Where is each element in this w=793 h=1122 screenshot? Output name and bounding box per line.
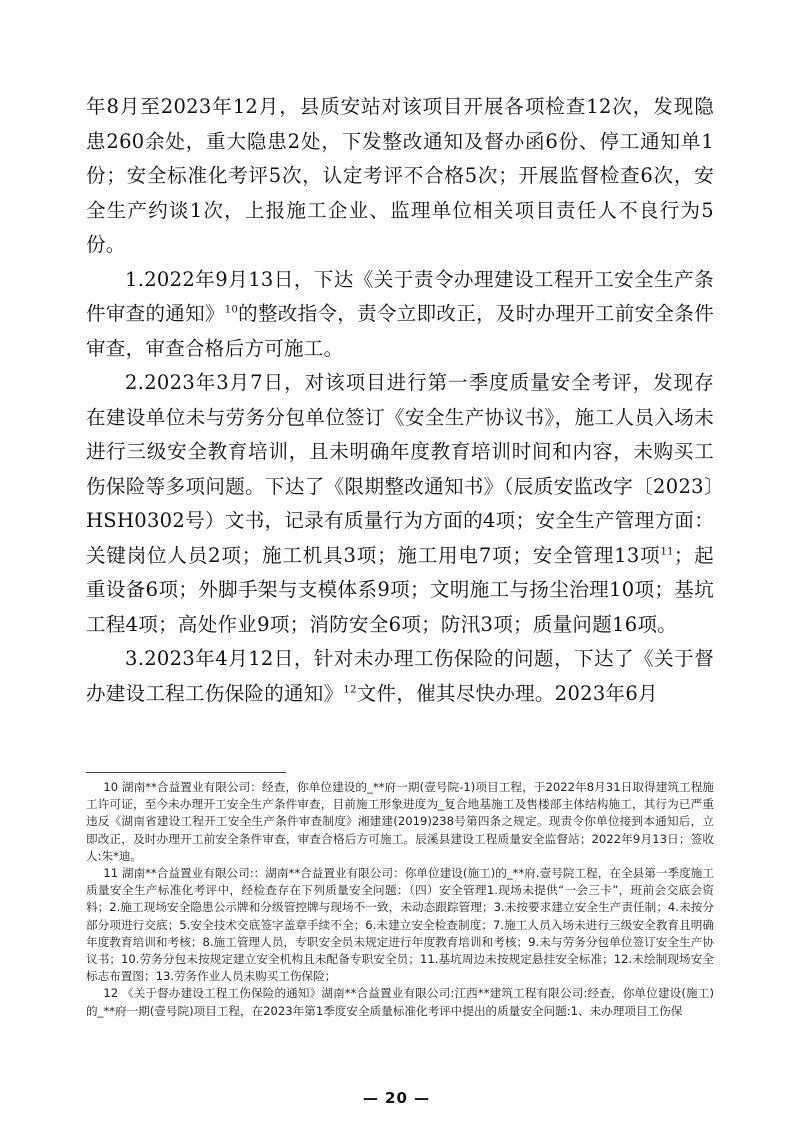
paragraph-summary-text: 年8月至2023年12月，县质安站对该项目开展各项检查12次，发现隐患260余处，重大隐患2处，下发整改通知及督办函6份、停工通知单1份；安全标准化考评5次，认定考评不合格5次；开展监督检查6次，安全生产约谈1次，上报施工企业、监理单位相关项目责任人不良行为5份。: [86, 95, 714, 256]
paragraph-item-1-text-b: 的整改指令，责令立即改正，及时办理开工前安全条件审查，审查合格后方可施工。: [86, 302, 714, 360]
paragraph-item-1: [86, 263, 714, 367]
paragraph-item-2-text-b: ；起重设备6项；外脚手架与支模体系9项；文明施工与扬尘治理10项；基坑工程4项；高处作业9项；消防安全6项；防汛3项；质量问题16项。: [86, 543, 714, 636]
footnotes: [86, 779, 714, 1020]
paragraph-item-3-text-b: 文件，催其尽快办理。2023年6月: [356, 681, 658, 705]
page-number: — 20 —: [362, 1089, 431, 1107]
paragraph-summary: [86, 90, 714, 263]
footnote-ref-11: 11: [660, 546, 674, 557]
paragraph-item-1-text-a: 1.2022年9月13日，下达《关于责令办理建设工程开工安全生产条件审查的通知》: [86, 267, 714, 325]
body-text: [86, 90, 714, 711]
footnote-12: 12 《关于督办建设工程工伤保险的通知》湖南**合益置业有限公司:江西**建筑工程有限公司:经查，你单位建设(施工)的_**府一期(壹号院)项目工程，在2023年第1季度安全质量标准化考评中提出的质量安全问题:1、未办理项目工伤保: [86, 986, 714, 1018]
footnote-ref-10: 10: [224, 304, 239, 316]
paragraph-item-2: [86, 366, 714, 642]
footnote-10: 10 湖南**合益置业有限公司：经查，你单位建设的_**府一期(壹号院-1)项目工程，于2022年8月31日取得建筑工程施工许可证，至今未办理开工安全生产条件审查，目前施工形象进度为_复合地基施工及售楼部主体结构施工，其行为已严重违反《湖南省建设工程开工安全生产条件审查制度》湘建建(2019)238号第四条之规定。现责令你单位接到本通知后，立即改正，及时办理开工前安全条件审查，审查合格后方可施工。辰溪县建设工程质量安全监督站；2022年9月13日；签收人:朱*迪。: [86, 780, 714, 863]
footnote-divider: [86, 772, 286, 773]
footnote-11: 11 湖南**合益置业有限公司:：湖南**合益置业有限公司：你单位建设(施工)的_**府.壹号院工程，在全县第一季度施工质量安全生产标准化考评中，经检查存在下列质量安全问题：（四）安全管理1.现场未提供“一会三卡”，班前会交底会资料；2.施工现场安全隐患公示牌和分级管控牌与现场不一致，未动态跟踪管理；3.未按要求建立安全生产责任制；4.未按分部分项进行交底；5.安全技术交底签字盖章手续不全；6.未建立安全检查制度；7.施工人员入场未进行三级安全教育且明确年度教育培训和考核；8.施工管理人员，专职安全员未规定进行年度教育培训和考核；9.未与劳务分包单位签订安全生产协议书；10.劳务分包未按规定建立安全机构且未配备专职安全员；11.基坑周边未按规定悬挂安全标准；12.未绘制现场安全标志布置图；13.劳务作业人员未购买工伤保险；: [86, 866, 714, 984]
paragraph-item-3-text-a: 3.2023年4月12日，针对未办理工伤保险的问题，下达了《关于督办建设工程工伤保险的通知》: [86, 647, 714, 705]
paragraph-item-2-text-a: 2.2023年3月7日，对该项目进行第一季度质量安全考评，发现存在建设单位未与劳务分包单位签订《安全生产协议书》，施工人员入场未进行三级安全教育培训，且未明确年度教育培训时间和内容，未购买工伤保险等多项问题。下达了《限期整改通知书》（辰质安监改字〔2023〕HSH0302号）文书，记录有质量行为方面的4项；安全生产管理方面：关键岗位人员2项；施工机具3项；施工用电7项；安全管理13项: [86, 371, 714, 567]
footnote-ref-12: 12: [343, 684, 357, 695]
paragraph-item-3: [86, 642, 714, 711]
